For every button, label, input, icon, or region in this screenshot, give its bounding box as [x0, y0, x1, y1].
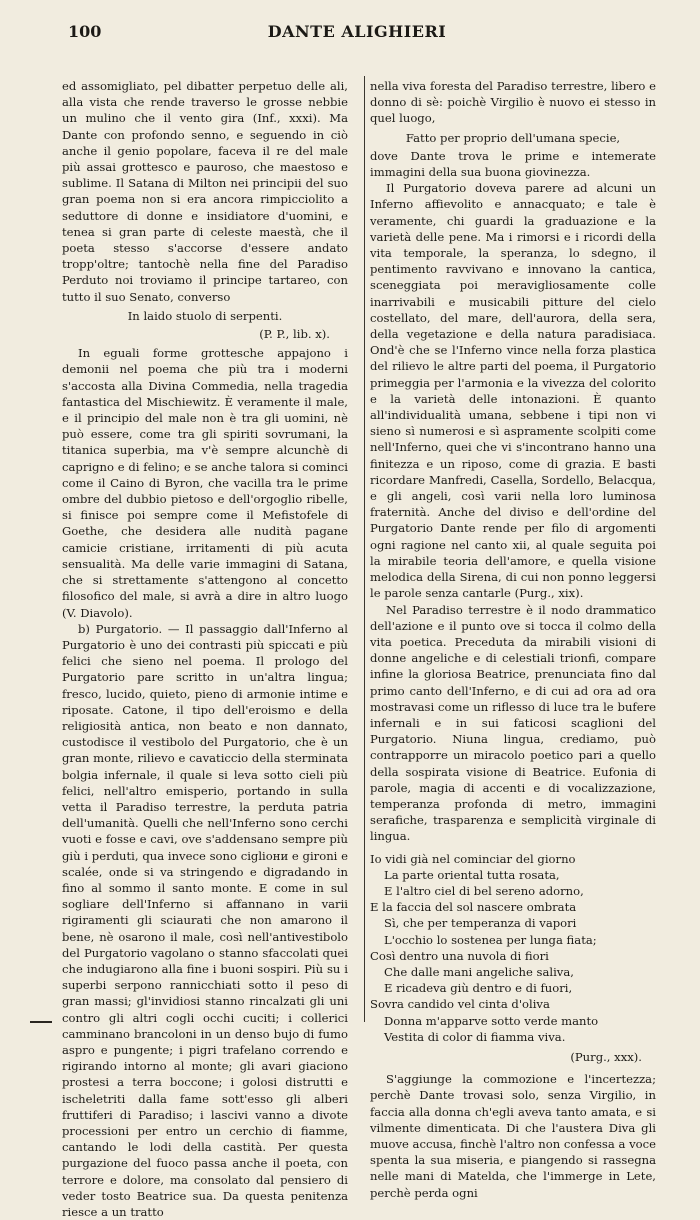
paragraph: b) Purgatorio. — Il passaggio dall'Inferno al Purgatorio è uno dei contrasti più spiccati e più felici che sieno nel poema. Il prologo del Purgatorio pare scritto in un'altra lingua; fresco, lucido, quieto, pieno di armonie intime e riposate. Catone, il tipo dell'eroismo e della religiosità antica, non beato e non dannato, custodisce il vestibolo del Purgatorio, che è un gran monte, rilievo e cavaticcio della sterminata bolgia infernale, il quale si leva sotto cieli più felici, nell'altro emisperio, portando in sulla vetta il Paradiso terrestre, la perduta patria dell'umanità. Quelli che nell'Inferno sono cerchi vuoti e fosse e cavi, ove s'addensano sempre più giù i perduti, qua invece sono cigliони e gironi e scalée, onde si va stringendo e digradando in fino al sommo il santo monte. E come in sul sogliare dell'Inferno si affannano in varii rigiramenti gli sciaurati che non amarono il bene, nè osarono il male, così nell'antivestibolo del Purgatorio vagolano o stanno sfaccolati quei che indugiarono alla fine i buoni sospiri. Più su i superbi serpono rannicchiati sotto il peso di gran massi; gl'invidiosi stanno rincalzati gli uni contro gli altri cogli occhi cuciti; i collerici camminano brancoloni in un denso bujo di fumo aspro e pungente; i pigri trafelano correndo e rigirando intorno al monte; gli avari giaciono prostesi a terra boccone; i golosi distrutti e ischeletriti dalla fame sott'esso gli alberi fruttiferi di Paradiso; i lascivi vanno a divote processioni per entro un cerchio di fiamme, cantando le lodi della castità. Per questa purgazione del fuoco passa anche il poeta, con terrore e dolore, ma consolato dal pensiero di veder tosto Beatrice sua. Da questa penitenza riesce a un tratto: [62, 621, 348, 1220]
paragraph: Il Purgatorio doveva parere ad alcuni un Inferno affievolito e annacquato; e tale è veramente, chi guardi la graduazione e la varietà delle pene. Ma i rimorsi e i ricordi della vita temporale, la speranza, lo sdegno, il pentimento ravvivano e innovano la cantica, sceneggiata poi meravigliosamente colle inarrivabili e musicabili pitture del cielo costellato, del mare, dell'aurora, della sera, della vegetazione e della natura paradisiaca. Ond'è che se l'Inferno vince nella forza plastica del rilievo le altre parti del poema, il Purgatorio primeggia per l'armonia e la vivezza del colorito e la varietà delle intonazioni. È quanto all'individualità umana, sebbene i tipi non vi sieno sì numerosi e sì aspramente scolpiti come nell'Inferno, quei che vi s'incontrano hanno una finitezza e un riposo, come di grazia. E basti ricordare Manfredi, Casella, Sordello, Belacqua, e gli angeli, così varii nella loro luminosa fraternità. Anche del diviso e dell'ordine del Purgatorio Dante rende per filo di argomenti ogni ragione nel canto xii, al quale seguita poi la mirabile teoria dell'amore, e quella visione melodica della Sirena, di cui non ponno leggersi le parole senza cantarle (Purg., xix).: [370, 181, 656, 601]
page-number: 100: [68, 22, 102, 41]
verse-line: L'occhio lo sostenea per lunga fiata;: [384, 932, 597, 947]
citation: (P. P., lib. x).: [259, 327, 330, 342]
verse-line: Sovra candido vel cinta d'oliva: [370, 997, 550, 1012]
verse-line: E ricadeva giù dentro e di fuori,: [384, 981, 573, 996]
page-header: [68, 22, 646, 42]
verse-citation: (Purg., xxx).: [570, 1049, 642, 1064]
verse-line: Io vidi già nel cominciar del giorno: [370, 851, 576, 866]
left-column: [62, 78, 348, 1220]
column-divider: [364, 76, 365, 1022]
verse-line: E l'altro ciel di bel sereno adorno,: [384, 883, 584, 898]
paragraph: S'aggiunge la commozione e l'incertezza; perchè Dante trovasi solo, senza Virgilio, in faccia alla donna ch'egli aveva tanto amata, e si vilmente dimenticata. Di che l'austera Diva gli muove accusa, finchè l'altro non confessa a voce spenta la sua miseria, e piangendo si rassegna nelle mani di Matelda, che l'immerge in Lete, perchè perda ogni: [370, 1072, 656, 1200]
running-title: DANTE ALIGHIERI: [267, 22, 447, 41]
verse-line: Vestita di color di fiamma viva.: [384, 1029, 566, 1044]
verse-line: Sì, che per temperanza di vapori: [384, 916, 577, 931]
paragraph: nella viva foresta del Paradiso terrestre, libero e donno di sè: poichè Virgilio è nuovo ei stesso in quel luogo,: [370, 79, 656, 126]
paragraph: ed assomigliato, pel dibatter perpetuo delle ali, alla vista che rende traverso le grosse nebbie un mulino che il vento gira (Inf., xxxi). Ma Dante con profondo senno, e seguendo in ciò anche il genio popolare, faceva il re del male più assai grottesco e pauroso, che maestoso e sublime. Il Satana di Milton nei principii del suo gran poema non si era ancora rimpicciolito a seduttore di donne e insidiatore d'uomini, e tenea si gran parte di celeste maestà, che il poeta stesso s'accorse d'essere andato tropp'oltre; tantochè nella fine del Paradiso Perduto noi troviamo il principe tartareo, con tutto il suo Senato, converso: [62, 79, 348, 304]
page-edge-mark: [30, 1021, 52, 1023]
paragraph: Nel Paradiso terrestre è il nodo drammatico dell'azione e il punto ove si tocca il colmo della vita poetica. Preceduta da mirabili visioni di donne angeliche e di celestiali trionfi, compare infine la gloriosa Beatrice, prenunciata fino dal primo canto dell'Inferno, e di cui ad ora ad ora mostravasi come un riflesso di luce tra le bufere infernali e in sui faticosi scaglioni del Purgatorio. Niuna lingua, crediamo, può contrapporre un miracolo poetico pari a quello della sospirata visione di Beatrice. Eufonia di parole, magia di accenti e di vocalizzazione, temperanza profonda di metro, immagini serafiche, trasparenza e semplicità virginale di lingua.: [370, 602, 656, 844]
right-column: [370, 78, 656, 1201]
verse-line: La parte oriental tutta rosata,: [384, 867, 560, 882]
paragraph: dove Dante trova le prime e intemerate immagini della sua buona giovinezza.: [370, 148, 656, 180]
verse-line: Che dalle mani angeliche saliva,: [384, 964, 574, 979]
quoted-line: Fatto per proprio dell'umana specie,: [405, 130, 621, 145]
verse-line: E la faccia del sol nascere ombrata: [370, 900, 577, 915]
verse-block: [370, 851, 656, 1045]
verse-line: Così dentro una nuvola di fiori: [370, 948, 549, 963]
quoted-line: In laido stuolo di serpenti.: [127, 308, 283, 323]
verse-line: Donna m'apparve sotto verde manto: [384, 1013, 599, 1028]
paragraph: In eguali forme grottesche appajono i demonii nel poema che più tra i moderni s'accosta alla Divina Commedia, nella tragedia fantastica del Mischiewitz. È veramente il male, e il principio del male non è tra gli uomini, nè può essere, come tra gli spiriti sovrumani, la titanica superbia, ma v'è sempre alcunchè di caprigno e di felino; e se anche talora si cominci come il Caino di Byron, che vacilla tra le prime ombre del dubbio pietoso e dell'orgoglio ribelle, si finisce poi sempre come il Mefistofele di Goethe, che desidera alle nudità pagane camicie cristiane, irritamenti di più acuta sensualità. Ma delle varie immagini di Satana, che si strettamente s'attengono al concetto filosofico del male, si avrà a dire in altro luogo (V. Diavolo).: [62, 346, 348, 620]
